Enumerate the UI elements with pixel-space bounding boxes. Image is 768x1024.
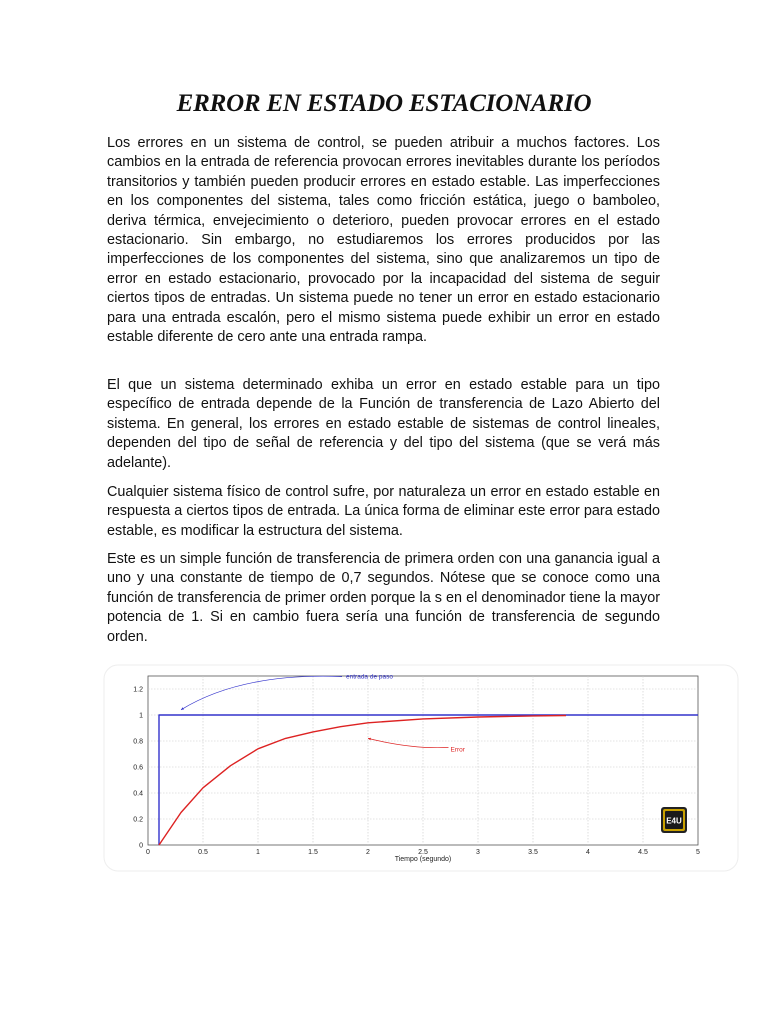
annotation-label: entrada de paso <box>346 673 393 681</box>
paragraph-1: Los errores en un sistema de control, se pueden atribuir a muchos factores. Los cambios en la entrada de referencia provocan errores inevitables durante los períodos transitorios y también pueden producir errores en estado estable. Las imperfecciones en los componentes del sistema, tales como fricción estática, juego o bamboleo, deriva térmica, envejecimiento o deterioro, pueden provocar errores en el estado estacionario. Sin embargo, no estudiaremos los errores producidos por las imperfecciones de los componentes del sistema, sino que analizaremos un tipo de error en estado estacionario, provocado por la incapacidad del sistema de seguir ciertos tipos de entradas. Un sistema puede no tener un error en estado estacionario para una entrada escalón, pero el mismo sistema puede exhibir un error en estado estable diferente de cero ante una entrada rampa. <box>107 135 660 346</box>
x-tick-label: 0.5 <box>198 849 208 856</box>
step-response-figure <box>103 664 739 872</box>
paragraph-4: Este es un simple función de transferencia de primera orden con una ganancia igual a uno y una constante de tiempo de 0,7 segundos. Nótese que se conoce como una función de transferencia de primer orden porque la s en el denominador tiene la mayor potencia de 1. Si en cambio fuera sería una función de transferencia de segundo orden. <box>107 551 660 645</box>
paragraph-3: Cualquier sistema físico de control sufre, por naturaleza un error en estado estable en respuesta a ciertos tipos de entrada. La única forma de eliminar este error para estado estable, es modificar la estructura del sistema. <box>107 484 660 539</box>
e4u-logo-text: E4U <box>666 816 682 826</box>
y-tick-label: 0.8 <box>133 738 143 746</box>
x-tick-label: 2.5 <box>418 849 428 856</box>
page-title: ERROR EN ESTADO ESTACIONARIO <box>176 90 592 117</box>
annotation-label: Error <box>450 746 465 754</box>
y-tick-label: 0.4 <box>133 790 143 798</box>
y-tick-label: 0.6 <box>133 764 143 772</box>
x-tick-label: 4 <box>586 849 590 856</box>
y-tick-label: 1.2 <box>133 686 143 694</box>
y-tick-label: 0.2 <box>133 816 143 824</box>
paragraph-2: El que un sistema determinado exhiba un error en estado estable para un tipo específico de entrada depende de la Función de transferencia de Lazo Abierto del sistema. En general, los errores en estado estable de sistemas de control lineales, dependen del tipo de señal de referencia y del tipo del sistema (que se verá más adelante). <box>107 377 660 471</box>
y-tick-label: 0 <box>139 842 143 850</box>
x-tick-label: 3.5 <box>528 849 538 856</box>
x-axis-label: Tiempo (segundo) <box>394 856 452 863</box>
x-tick-label: 2 <box>366 849 370 856</box>
x-tick-label: 1.5 <box>308 849 318 856</box>
step-response-chart <box>103 664 739 872</box>
x-tick-label: 3 <box>476 849 480 856</box>
y-tick-label: 1 <box>139 712 143 720</box>
x-tick-label: 0 <box>146 849 150 856</box>
x-tick-label: 1 <box>256 849 260 856</box>
x-tick-label: 5 <box>696 849 700 856</box>
x-tick-label: 4.5 <box>638 849 648 856</box>
e4u-logo <box>661 807 687 833</box>
